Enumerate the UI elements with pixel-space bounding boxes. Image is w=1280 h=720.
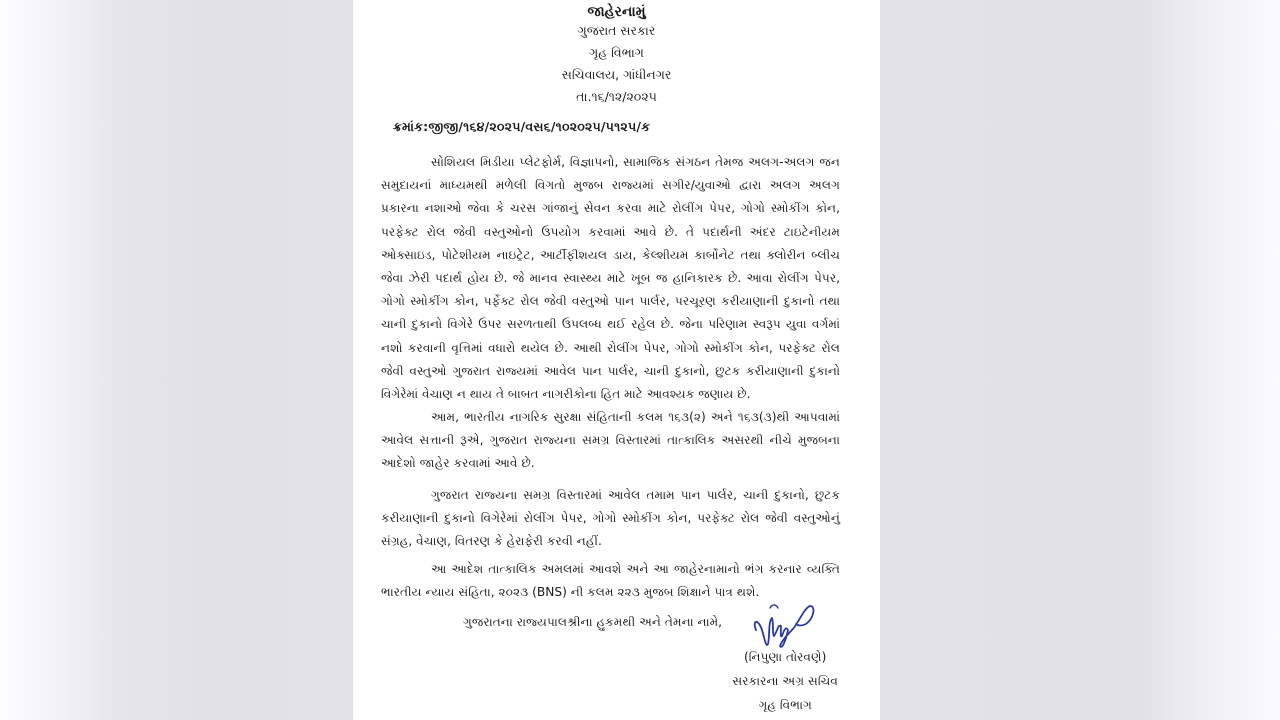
- paragraph-line: જેવા ઝેરી પદાર્થ હોય છે. જે માનવ સ્વાસ્થ્ય માટે ખૂબ જ હાનિકારક છે. આવા રોલીંગ પેપર,: [381, 271, 840, 286]
- paragraph-line: આમ, ભારતીય નાગરિક સુરક્ષા સંહિતાની કલમ ૧૬૩(૨) અને ૧૬૩(૩)થી આપવામાં: [431, 410, 840, 424]
- paragraph-line: સંગ્રહ, વેચાણ, વિતરણ કે હેરાફેરી કરવી નહીં.: [381, 534, 602, 549]
- paragraph-line: સોશિયલ મિડીયા પ્લેટફોર્મ, વિજ્ઞાપનો, સામાજિક સંગઠન તેમજ અલગ-અલગ જન: [431, 155, 840, 169]
- paragraph-order: [381, 484, 840, 554]
- signatory-department: ગૃહ વિભાગ: [758, 698, 812, 712]
- paragraph-line: પરફેક્ટ રોલ જેવી વસ્તુઓનો ઉપયોગ કરવામાં આવે છે. તે પદાર્થની અંદર ટાઇટેનીયમ: [381, 224, 840, 239]
- paragraph-line: સમુદાયનાં માધ્યમથી મળેલી વિગતો મુજબ રાજ્યમાં સગીર/યુવાઓ દ્વારા અલગ અલગ: [381, 178, 840, 193]
- header-date: તા.૧૬/૧૨/૨૦૨૫: [576, 89, 657, 104]
- signature-intro: ગુજરાતના રાજ્યપાલશ્રીના હુકમથી અને તેમના નામે,: [463, 615, 723, 629]
- paragraph-line: ગુજરાત રાજ્યના સમગ્ર વિસ્તારમાં આવેલ તમામ પાન પાર્લર, ચાની દુકાનો, છુટક: [431, 488, 840, 502]
- paragraph-line: વિગેરેમાં વેચાણ ન થાય તે બાબત નાગરીકોના હિત માટે આવશ્યક જણાય છે.: [381, 387, 751, 402]
- paragraph-line: જેવી વસ્તુઓ ગુજરાત રાજ્યમાં આવેલ પાન પાર્લર, ચાની દુકાનો, છુટક કરીયાણાની દુકાનો: [381, 363, 840, 378]
- paragraph-line: નશો કરવાની વૃત્તિમાં વધારો થયેલ છે. આથી રોલીંગ પેપર, ગોગો સ્મોકીંગ કોન, પરફેક્ટ રોલ: [381, 340, 840, 355]
- notification-document-page: [353, 0, 880, 720]
- header-address: સચિવાલય, ગાંધીનગર: [561, 67, 672, 82]
- paragraph-line: ચાની દુકાનો વિગેરે ઉપર સરળતાથી ઉપલબ્ધ થઈ રહેલ છે. જેના પરિણામ સ્વરૂપ યુવા વર્ગમાં: [381, 317, 840, 332]
- paragraph-legal-authority: [381, 406, 840, 476]
- document-title: જાહેરનામું: [587, 4, 646, 20]
- paragraph-line: આવેલ સત્તાની રૂએ, ગુજરાત રાજ્યના સમગ્ર વિસ્તારમાં તાત્કાલિક અસરથી નીચે મુજબના: [381, 433, 840, 448]
- signatory-designation: સરકારના અગ્ર સચિવ: [732, 674, 838, 688]
- paragraph-line: આ આદેશ તાત્કાલિક અમલમાં આવશે અને આ જાહેરનામાનો ભંગ કરનાર વ્યક્તિ: [431, 562, 840, 576]
- header-department: ગૃહ વિભાગ: [589, 45, 644, 60]
- paragraph-line: ઓક્સાઇડ, પોટેશીયમ નાઇટ્રેટ, આર્ટીફીશયલ ડાય, કેલ્શીયમ કાર્બોનેટ તથા ક્લોરીન બ્લીચ: [381, 247, 840, 262]
- signatory-block: [732, 645, 838, 717]
- paragraph-line: ગોગો સ્મોકીંગ કોન, પર્ફેક્ટ રોલ જેવી વસ્તુઓ પાન પાર્લર, પરચૂરણ કરીયાણાની દુકાનો તથા: [381, 294, 840, 309]
- paragraph-line: આદેશો જાહેર કરવામાં આવે છે.: [381, 456, 535, 471]
- paragraph-line: પ્રકારના નશાઓ જેવા કે ચરસ ગાંજાનું સેવન કરવા માટે રોલીંગ પેપર, ગોગો સ્મોકીંગ કોન,: [381, 201, 840, 216]
- paragraph-line: ભારતીય ન્યાય સંહિતા, ૨૦૨૩ (BNS) ની કલમ ૨૨૩ મુજબ શિક્ષાને પાત્ર થશે.: [381, 585, 760, 600]
- paragraph-background: [381, 151, 840, 406]
- paragraph-line: કરીયાણાની દુકાનો વિગેરેમાં રોલીંગ પેપર, ગોગો સ્મોકીંગ કોન, પરફેક્ટ રોલ જેવી વસ્તુઓનું: [381, 511, 840, 526]
- reference-number: ક્રમાંક:જીજી/૧૬૪/૨૦૨૫/વસ૬/૧૦૨૦૨૫/૫૧૨૫/ક: [393, 119, 651, 134]
- signatory-name: (નિપુણા તોરવણે): [744, 650, 827, 664]
- paragraph-penalty: [381, 558, 840, 604]
- header-government: ગુજરાત સરકાર: [577, 23, 656, 38]
